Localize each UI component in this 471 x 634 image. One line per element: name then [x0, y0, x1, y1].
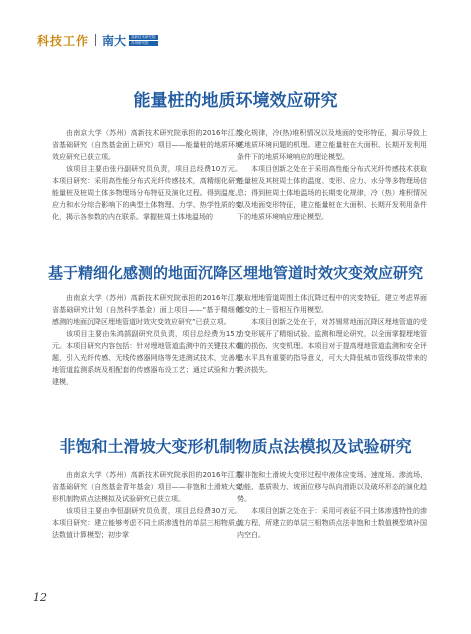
article-3-right-column [237, 469, 427, 541]
page-number: 12 [33, 591, 47, 604]
brand-name: 南大 [102, 33, 127, 48]
brand-sub-line1: 高新技术研究院 [131, 34, 156, 39]
paragraph: 获取埋地管道周围土体沉降过程中的灾变特征，建立考虑界面蠕变的土－管相互作用模型。 [237, 294, 427, 314]
paragraph: 本项目创新之处在于：采用可表征不同土体渗透特性的渗流方程，所建立的单层三相物质点法非饱和土数值模型填补国内空白。 [237, 507, 427, 539]
section-label: 科技工作 [37, 33, 90, 48]
article-1-left-column [52, 127, 242, 223]
paragraph: 本项目创新之处在于，对苏锡常地面沉降区埋地管道的受力变形展开了精细试验、监测和理论研究，以全面掌握埋地管道的损伤、灾变机理。本项目对于提高埋地管道监测和安全评估水平具有重要的指导意义，可大大降低城市管线事故带来的经济损失。 [237, 318, 427, 374]
paragraph: 由南京大学（苏州）高新技术研究院承担的2016年江苏省基础研究（自然基金面上研究）项目——能量桩的地质环境效应研究已获立项。 [52, 129, 242, 161]
header-divider [95, 34, 96, 46]
brand-logo [129, 34, 158, 46]
article-2-right-column [237, 292, 427, 376]
article-2-left-column [52, 292, 242, 388]
brand-sub-line2: 苏州研究院 [129, 41, 158, 46]
article-title-unsaturated-landslide: 非饱和土滑坡大变形机制物质点法模拟及试验研究 [59, 437, 412, 456]
paragraph: 该项目主要由李恒副研究员负责，项目总经费30万元。本项目研究：建立能够考虑不同土质渗透性的单层三相物质点法数值计算模型；初步掌 [52, 507, 242, 539]
paragraph: 该项目主要由朱鸿鹄副研究员负责，项目总经费为15万元。本项目研究内容包括：针对埋地管道监测中的关键技术难题，引入光纤传感、无线传感器网络等先进测试技术，完善埋地管道监测系统及相配套的传感器布设工艺；通过试验和力学建模， [52, 330, 242, 386]
page-header [37, 30, 158, 50]
article-3-left-column [52, 469, 242, 541]
paragraph: 由南京大学（苏州）高新技术研究院承担的2016年江苏省基础研究（自然基金青年基金）项目——非饱和土滑坡大变形机制物质点法模拟及试验研究已获立项。 [52, 471, 242, 503]
article-1-right-column [237, 127, 427, 223]
paragraph: 由南京大学（苏州）高新技术研究院承担的2016年江苏省基础研究计划（自然科学基金）面上项目——“基于精细化感测的地面沉降区埋地管道时效灾变效应研究”已获立项。 [52, 294, 242, 326]
paragraph: 握非饱和土滑坡大变形过程中液体应变场、速度场、渗流场、动能、基质吸力、坡面位移与纵向滑距以及破坏形态的演化趋势。 [237, 471, 427, 503]
article-title-energy-pile: 能量桩的地质环境效应研究 [133, 91, 338, 111]
paragraph: 该项目主要由张丹副研究员负责，项目总经费10万元。本项目研究：采用高性能分布式光纤传感技术，高精细化研究能量桩及桩周土体多物理场分布特征及演化过程。得到温度、应力和水分综合影响下的典型土体物理、力学、热学性质的变化，揭示各参数的内在联系。掌握桩周土体地温场的 [52, 165, 242, 221]
paragraph: 变化规律，冷(热)堆积情况以及地面的变形特征，揭示导致上述地质环境问题的机理。建立能量桩在大面积、长期开发利用条件下的地质环境响应的理论模型。 [237, 129, 427, 161]
article-title-buried-pipeline: 基于精细化感测的地面沉降区埋地管道时效灾变效应研究 [47, 264, 423, 282]
paragraph: 本项目创新之处在于采用高性能分布式光纤传感技术获取能量桩及其桩周土体的温度、变形、应力、水分等多物理场信息；得到桩周土体地温场的长期变化规律，冷（热）堆积情况以及地面变形特征，建立能量桩在大面积、长期开发利用条件下的地质环境响应理论模型。 [237, 165, 427, 221]
